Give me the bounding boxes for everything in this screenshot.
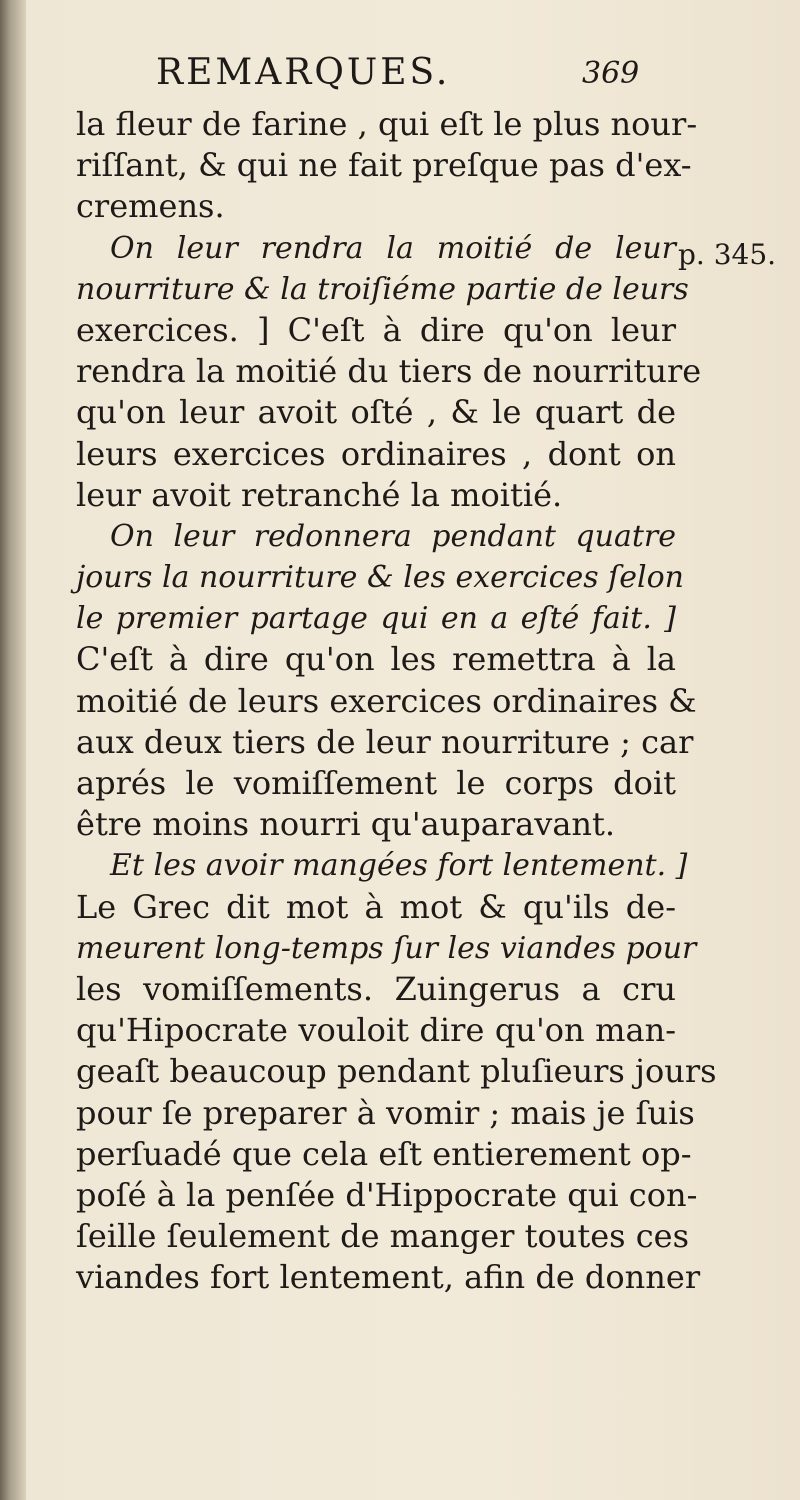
text-line: qu'Hipocrate vouloit dire qu'on man- bbox=[76, 1011, 676, 1050]
text-line: riſſant, & qui ne fait preſque pas d'ex- bbox=[76, 146, 692, 185]
text-line: moitié de leurs exercices ordinaires & bbox=[76, 681, 697, 720]
running-head-title: REMARQUES. bbox=[156, 52, 451, 93]
text-line: viandes fort lentement, afin de donner bbox=[76, 1258, 701, 1297]
text-line: C'eſt à dire qu'on les remettra à la bbox=[76, 640, 676, 679]
text-line: la fleur de farine , qui eſt le plus nour- bbox=[76, 105, 698, 143]
running-head bbox=[76, 48, 676, 104]
text-line: rendra la moitié du tiers de nourriture bbox=[76, 352, 702, 391]
text-line: jours la nourriture & les exercices ſelon bbox=[76, 560, 684, 596]
text-line: On leur redonnera pendant quatre bbox=[110, 518, 676, 554]
text-line: perſuadé que cela eſt entierement op- bbox=[76, 1134, 692, 1173]
body-lines bbox=[76, 104, 717, 1298]
text-line: être moins nourri qu'auparavant. bbox=[76, 805, 616, 844]
text-line: Et les avoir mangées fort lentement. ] bbox=[110, 848, 688, 884]
text-block bbox=[76, 48, 717, 1298]
text-line: Le Grec dit mot à mot & qu'ils de- bbox=[76, 887, 676, 926]
text-line: pour ſe preparer à vomir ; mais je ſuis bbox=[76, 1093, 695, 1132]
text-line: exercices. ] C'eſt à dire qu'on leur bbox=[76, 310, 676, 349]
text-line: geaſt beaucoup pendant pluſieurs jours bbox=[76, 1052, 717, 1091]
margin-reference: p. 345. bbox=[678, 238, 777, 271]
text-line: aprés le vomiſſement le corps doit bbox=[76, 764, 676, 802]
text-line: leur avoit retranché la moitié. bbox=[76, 475, 563, 514]
text-line: ſeille ſeulement de manger toutes ces bbox=[76, 1217, 689, 1256]
page-number: 369 bbox=[582, 56, 640, 91]
text-line: aux deux tiers de leur nourriture ; car bbox=[76, 722, 694, 761]
page-gutter bbox=[0, 0, 26, 1500]
text-line: On leur rendra la moitié de leur bbox=[110, 230, 676, 266]
text-line: leurs exercices ordinaires , dont on bbox=[76, 434, 676, 473]
text-line: cremens. bbox=[76, 187, 225, 226]
text-line: qu'on leur avoit oſté , & le quart de bbox=[76, 393, 676, 432]
text-line: meurent long-temps ſur les viandes pour bbox=[76, 930, 697, 966]
text-line: poſé à la penſée d'Hippocrate qui con- bbox=[76, 1175, 698, 1214]
text-line: le premier partage qui en a eſté fait. ] bbox=[76, 601, 676, 637]
text-line: les vomiſſements. Zuingerus a cru bbox=[76, 969, 676, 1008]
text-line: nourriture & la troiſiéme partie de leurs bbox=[76, 271, 689, 307]
